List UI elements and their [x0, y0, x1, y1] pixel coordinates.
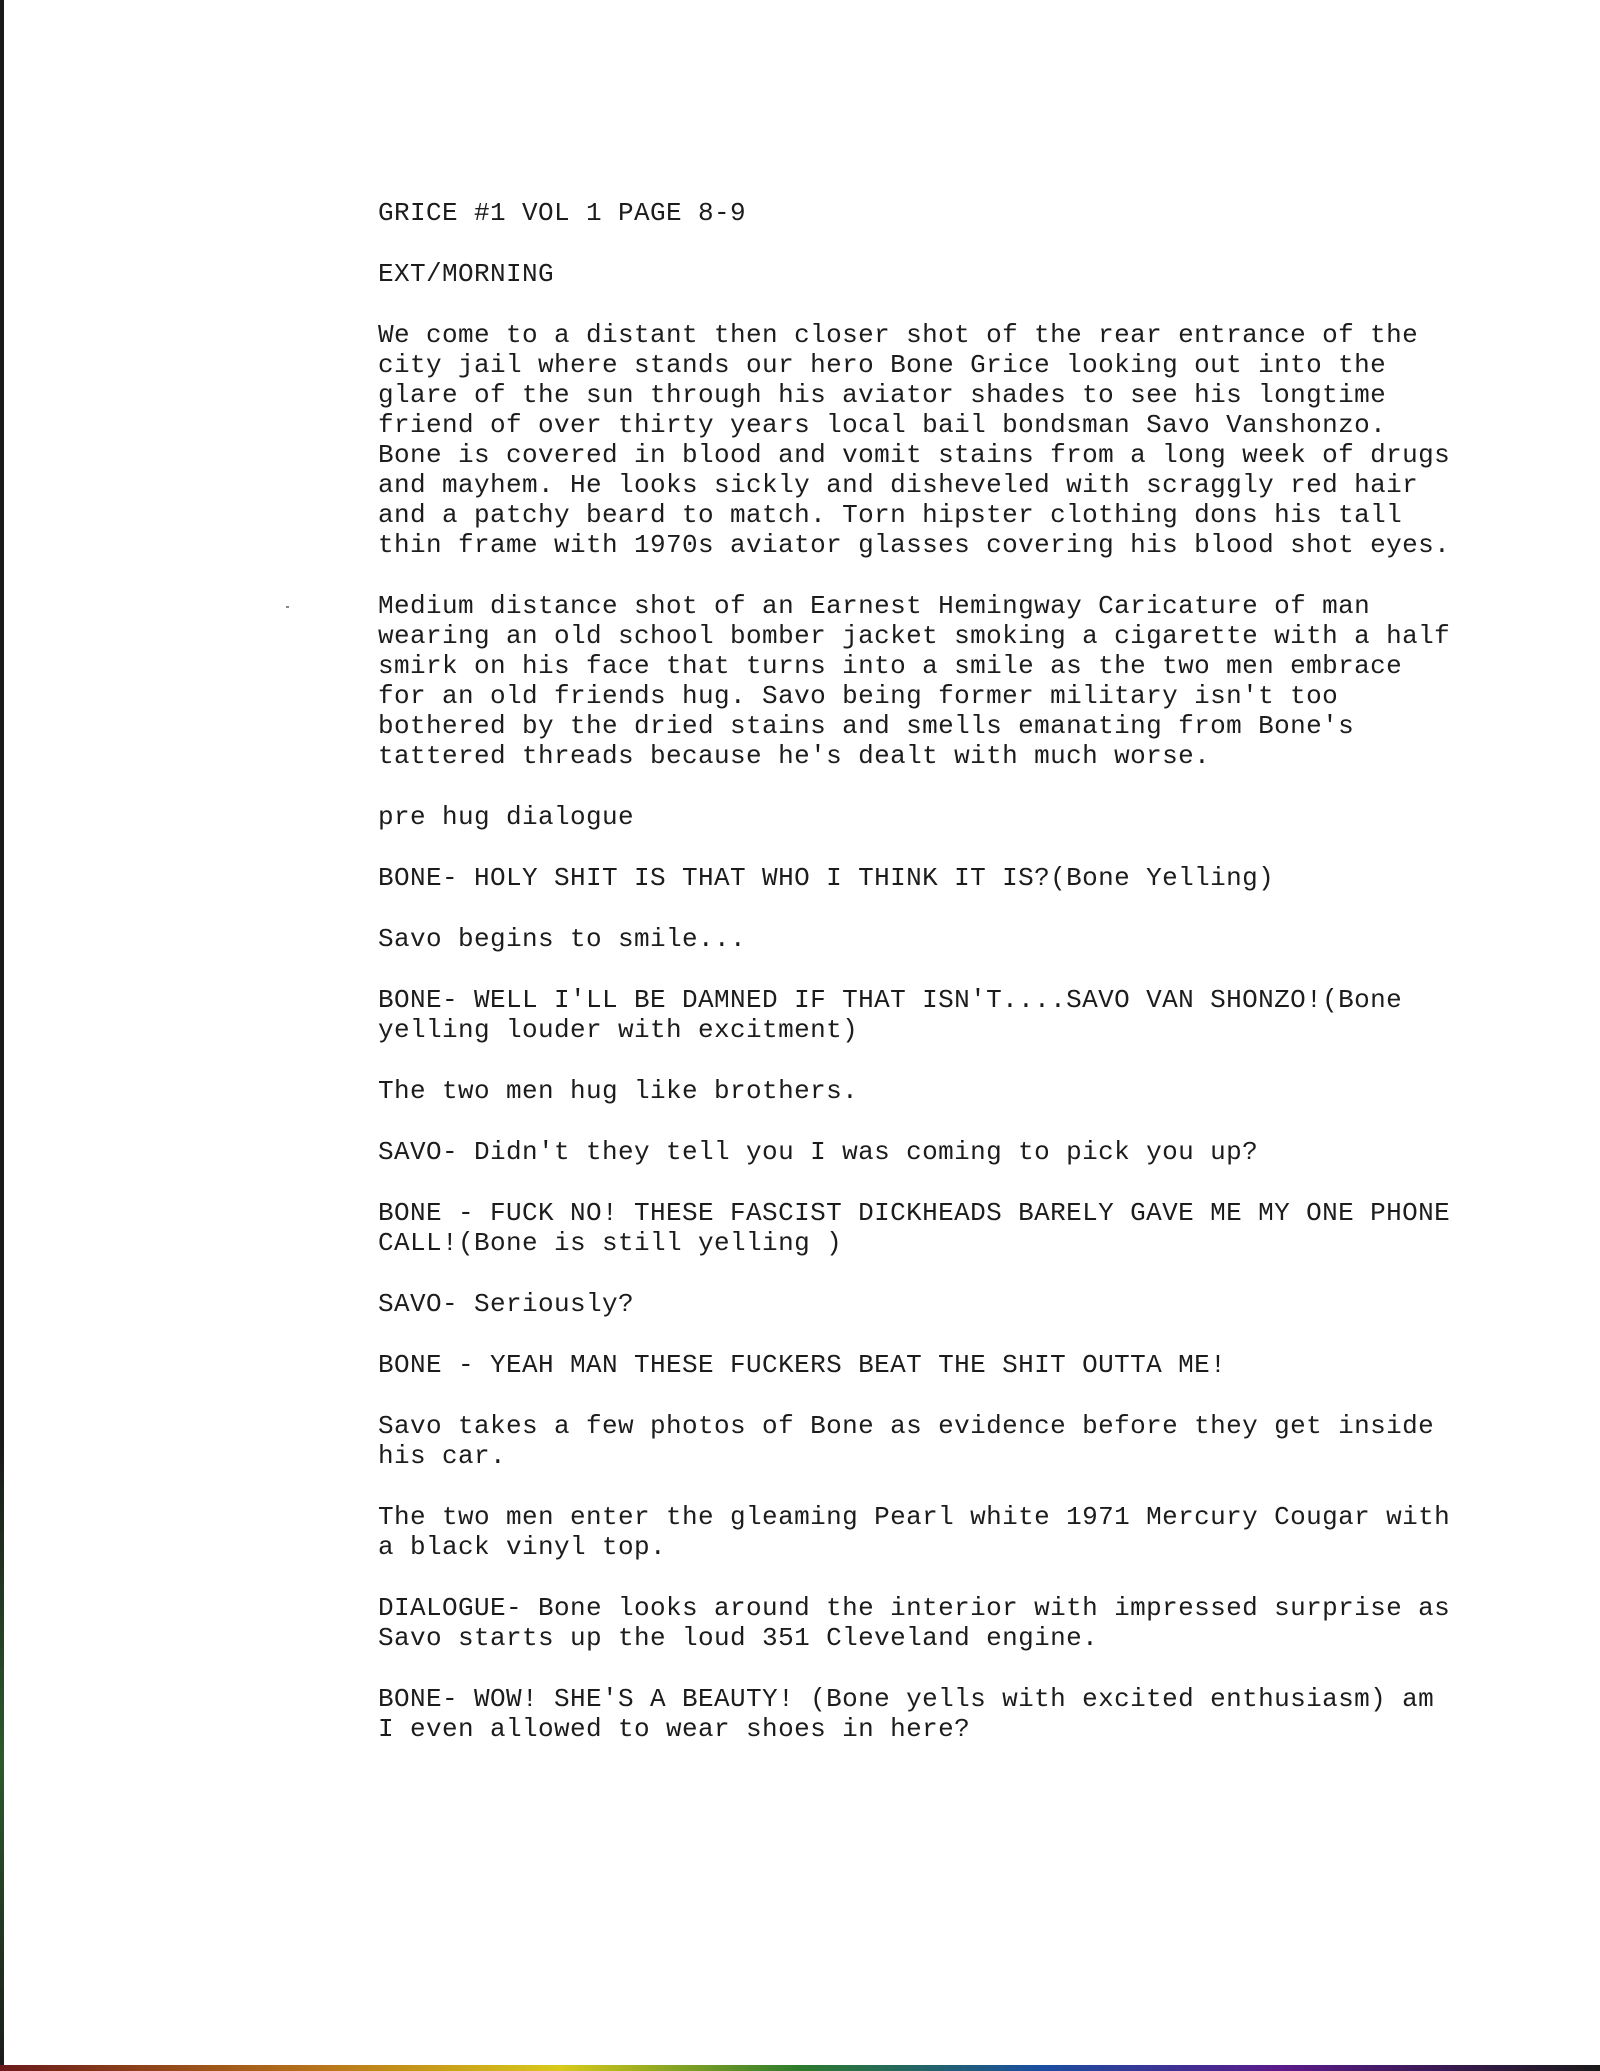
dialogue-direction: DIALOGUE- Bone looks around the interior with impressed surprise as Savo starts up the loud 351 Cleveland engine. — [378, 1593, 1467, 1653]
section-note: pre hug dialogue — [378, 802, 635, 832]
script-body — [378, 198, 1467, 1775]
dialogue-line: BONE- HOLY SHIT IS THAT WHO I THINK IT IS?(Bone Yelling) — [378, 863, 1275, 893]
action-paragraph: The two men enter the gleaming Pearl white 1971 Mercury Cougar with a black vinyl top. — [378, 1502, 1467, 1562]
action-line: Savo begins to smile... — [378, 924, 747, 954]
scan-bottom-edge — [0, 2065, 1600, 2071]
action-paragraph: Medium distance shot of an Earnest Hemingway Caricature of man wearing an old school bomber jacket smoking a cigarette with a half smirk on his face that turns into a smile as the two men embrace for an old friends hug. Savo being former military isn't too bothered by the dried stains and smells emanating from Bone's tattered threads because he's dealt with much worse. — [378, 591, 1467, 771]
page-header: GRICE #1 VOL 1 PAGE 8-9 — [378, 198, 747, 228]
dialogue-line: BONE- WOW! SHE'S A BEAUTY! (Bone yells with excited enthusiasm) am I even allowed to wear shoes in here? — [378, 1684, 1451, 1744]
dialogue-line: BONE - FUCK NO! THESE FASCIST DICKHEADS BARELY GAVE ME MY ONE PHONE CALL!(Bone is still yelling ) — [378, 1198, 1467, 1258]
dialogue-line: SAVO- Seriously? — [378, 1289, 635, 1319]
scene-heading: EXT/MORNING — [378, 259, 555, 289]
stray-mark — [286, 606, 289, 608]
action-paragraph: Savo takes a few photos of Bone as evidence before they get inside his car. — [378, 1411, 1451, 1471]
scan-left-edge — [0, 0, 4, 2071]
action-paragraph: We come to a distant then closer shot of the rear entrance of the city jail where stands our hero Bone Grice looking out into the glare of the sun through his aviator shades to see his longtime friend of over thirty years local bail bondsman Savo Vanshonzo. Bone is covered in blood and vomit stains from a long week of drugs and mayhem. He looks sickly and disheveled with scraggly red hair and a patchy beard to match. Torn hipster clothing dons his tall thin frame with 1970s aviator glasses covering his blood shot eyes. — [378, 320, 1467, 560]
dialogue-line: BONE - YEAH MAN THESE FUCKERS BEAT THE SHIT OUTTA ME! — [378, 1350, 1227, 1380]
dialogue-line: SAVO- Didn't they tell you I was coming to pick you up? — [378, 1137, 1259, 1167]
action-line: The two men hug like brothers. — [378, 1076, 859, 1106]
dialogue-line: BONE- WELL I'LL BE DAMNED IF THAT ISN'T....SAVO VAN SHONZO!(Bone yelling louder with excitment) — [378, 985, 1419, 1045]
